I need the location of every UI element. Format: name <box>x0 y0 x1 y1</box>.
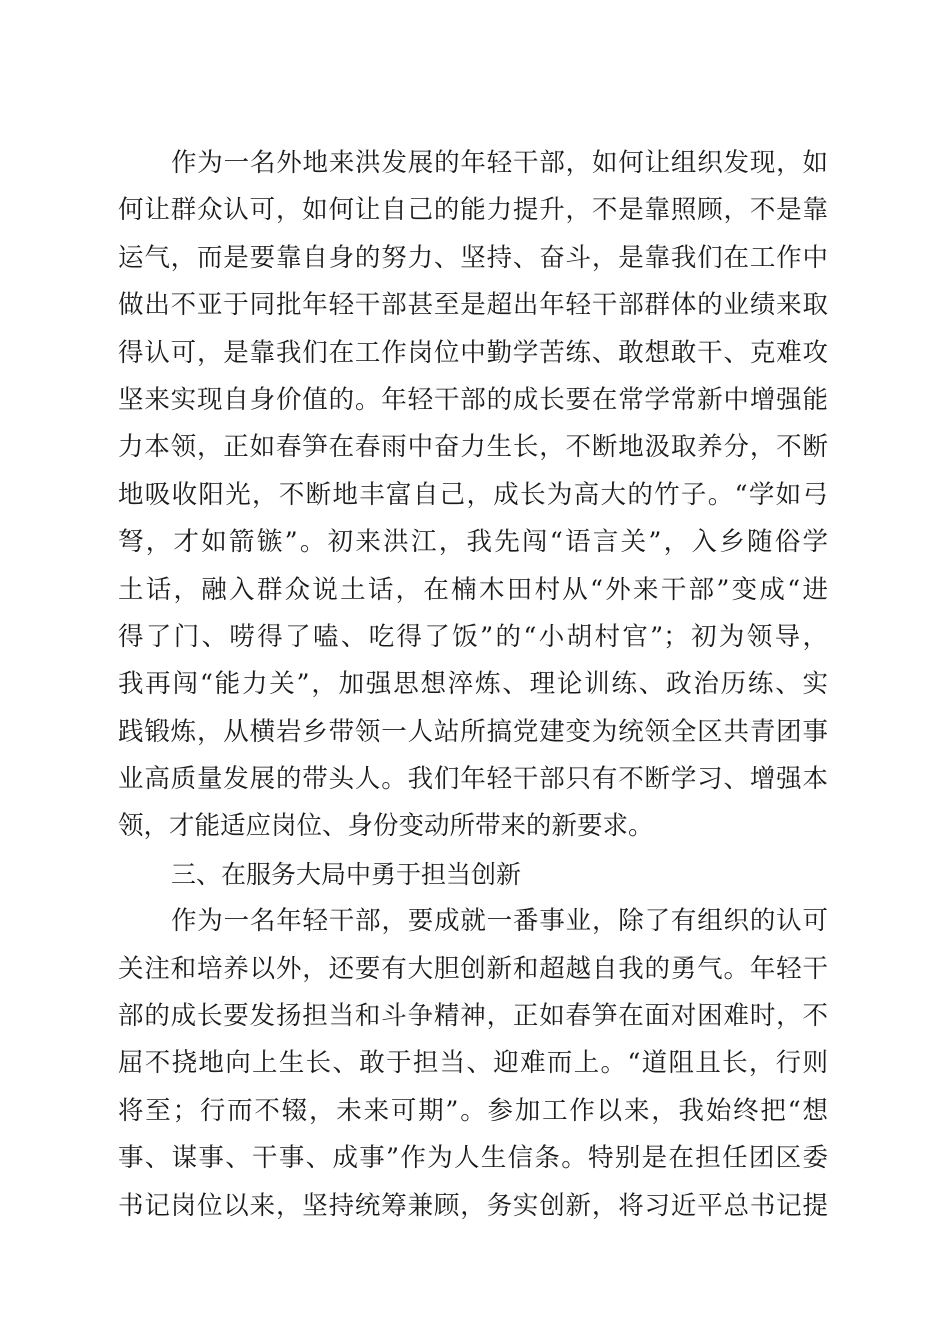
paragraph-line: 坚来实现自身价值的。年轻干部的成长要在常学常新中增强能 <box>118 384 828 415</box>
paragraph-line: 书记岗位以来，坚持统筹兼顾，务实创新，将习近平总书记提 <box>118 1190 828 1221</box>
paragraph-line: 我再闯“能力关”，加强思想淬炼、理论训练、政治历练、实 <box>118 669 828 700</box>
paragraph-line: 做出不亚于同批年轻干部甚至是超出年轻干部群体的业绩来取 <box>118 290 828 321</box>
paragraph-line: 作为一名年轻干部，要成就一番事业，除了有组织的认可 <box>171 906 828 937</box>
paragraph-line: 地吸收阳光，不断地丰富自己，成长为高大的竹子。“学如弓 <box>118 479 828 510</box>
paragraph-line: 力本领，正如春笋在春雨中奋力生长，不断地汲取养分，不断 <box>118 432 828 463</box>
paragraph-line: 土话，融入群众说土话，在楠木田村从“外来干部”变成“进 <box>118 574 828 605</box>
paragraph-line: 业高质量发展的带头人。我们年轻干部只有不断学习、增强本 <box>118 764 828 795</box>
paragraph-1 <box>118 140 828 851</box>
paragraph-line: 得认可，是靠我们在工作岗位中勤学苦练、敢想敢干、克难攻 <box>118 337 828 368</box>
paragraph-2 <box>118 898 828 1230</box>
paragraph-line: 事、谋事、干事、成事”作为人生信条。特别是在担任团区委 <box>118 1143 828 1174</box>
paragraph-line: 作为一名外地来洪发展的年轻干部，如何让组织发现，如 <box>171 148 828 178</box>
paragraph-line: 得了门、唠得了嗑、吃得了饭”的“小胡村官”；初为领导， <box>118 621 828 652</box>
paragraph-line: 运气，而是要靠自身的努力、坚持、奋斗，是靠我们在工作中 <box>118 242 828 273</box>
paragraph-line: 将至；行而不辍，未来可期”。参加工作以来，我始终把“想 <box>118 1095 828 1126</box>
paragraph-line: 何让群众认可，如何让自己的能力提升，不是靠照顾，不是靠 <box>118 195 828 226</box>
paragraph-line: 弩，才如箭镞”。初来洪江，我先闯“语言关”，入乡随俗学 <box>118 527 828 558</box>
paragraph-line: 屈不挠地向上生长、敢于担当、迎难而上。“道阻且长，行则 <box>118 1048 828 1079</box>
section-heading: 三、在服务大局中勇于担当创新 <box>171 859 522 889</box>
paragraph-line: 关注和培养以外，还要有大胆创新和超越自我的勇气。年轻干 <box>118 953 828 984</box>
document-body <box>118 140 828 1230</box>
paragraph-line: 部的成长要发扬担当和斗争精神，正如春笋在面对困难时，不 <box>118 1001 828 1032</box>
paragraph-line: 领，才能适应岗位、身份变动所带来的新要求。 <box>118 811 654 842</box>
paragraph-line: 践锻炼，从横岩乡带领一人站所搞党建变为统领全区共青团事 <box>118 716 828 747</box>
